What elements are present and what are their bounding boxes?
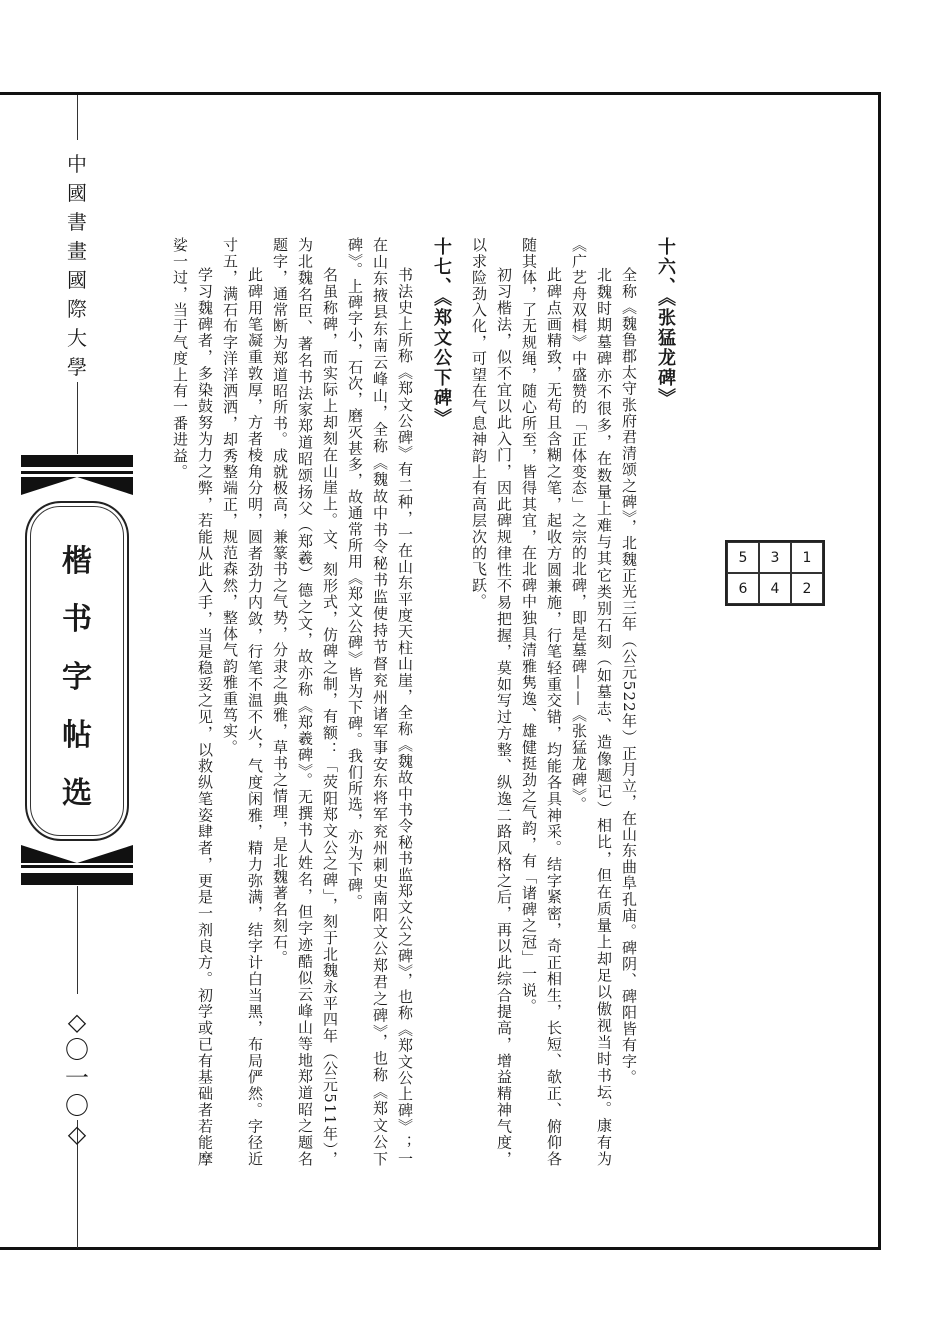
series-title-char: 學: [67, 355, 87, 379]
plate-index-grid: [725, 540, 825, 606]
page-number-char: 〇: [65, 1036, 89, 1064]
page-number: [62, 1008, 92, 1148]
section-16-title: 十六、《张猛龙碑》: [655, 237, 676, 408]
page-number-char: ◇: [67, 1120, 87, 1148]
divider-line: [77, 886, 78, 994]
page-number-char: 一: [65, 1064, 89, 1092]
article-body: [160, 237, 690, 1167]
section-16-paragraph: 初习楷法，似不宜以此入门，因此碑规律性不易把握，莫如写过方整、纵逸二路风格之后，再以此综合提高，增益精神气度，以求险劲入化，可望在气息神韵上有高层次的飞跃。: [470, 237, 513, 1167]
spine-top-rule: [21, 471, 133, 474]
series-title: [64, 150, 90, 382]
series-title-char: 畫: [67, 239, 87, 263]
section-17-paragraph: 书法史上所称《郑文公碑》有二种，一在山东平度天柱山崖，全称《魏故中书令秘书监郑文公之碑》，也称《郑文公上碑》；一在山东掖县东南云峰山，全称《魏故中书令秘书监使持节督兖州诸军事安东将军兖州刺史南阳文公郑君之碑》，也称《郑文公下碑》。上碑字小，石次，磨灭甚多，故通常所用《郑文公碑》皆为下碑。我们所选，亦为下碑。: [346, 237, 414, 1167]
plate-index-cell: 5: [727, 542, 759, 573]
spine-bottom-bar: [21, 873, 133, 885]
section-17-paragraph: 学习魏碑者，多染鼓努为力之弊，若能从此入手，当是稳妥之见，以救纵笔姿肆者，更是一剂良方。初学或已有基础者若能摩娑一过，当于气度上有一番进益。: [171, 237, 214, 1167]
spine-title-char: 书: [62, 602, 92, 637]
series-title-char: 際: [67, 297, 87, 321]
spine-title-char: 选: [62, 776, 92, 811]
spine-title-char: 楷: [62, 544, 92, 579]
spine-title: [57, 533, 97, 823]
spine-top-arrow: [77, 477, 133, 495]
page-number-char: ◇: [67, 1008, 87, 1036]
series-title-char: 國: [67, 181, 87, 205]
spine-title-char: 帖: [62, 718, 92, 753]
plate-index-cell: 6: [727, 573, 759, 604]
spine-title-char: 字: [62, 660, 92, 695]
page-number-char: 〇: [65, 1092, 89, 1120]
section-17-paragraph: 此碑用笔凝重敦厚，方者棱角分明，圆者劲力内敛，行笔不温不火，气度闲雅，精力弥满，结字计白当黑，布局俨然。字径近寸五，满石布字洋洋洒洒，却秀整端正，规范森然，整体气韵雅重笃实。: [221, 237, 264, 1167]
divider-line: [77, 95, 78, 140]
section-16-paragraph: 全称《魏鲁郡太守张府君清颂之碑》，北魏正光三年（公元522年）正月立，在山东曲阜孔庙。碑阴、碑阳皆有字。: [620, 267, 638, 1086]
section-17-paragraph: 名虽称碑，而实际上却刻在山崖上。文、刻形式，仿碑之制，有额：「荧阳郑文公之碑」，刻于北魏永平四年（公元511年），为北魏名臣、著名书法家郑道昭颂扬父（郑羲）德之文，故亦称《郑羲碑》。无撰书人姓名，但字迹酷似云峰山等地郑道昭之题名题字，通常断为郑道昭所书。成就极高，兼篆书之气势，分隶之典雅，草书之情理，是北魏著名刻石。: [271, 237, 339, 1167]
divider-line: [77, 382, 78, 454]
spine-label: [21, 455, 133, 885]
section-17-title: 十七、《郑文公下碑》: [431, 237, 452, 428]
section-16-paragraph: 北魏时期墓碑亦不很多，在数量上难与其它类别石刻（如墓志、造像题记）相比，但在质量上却足以傲视当时书坛。康有为《广艺舟双楫》中盛赞的「正体变态」之宗的北碑，即是墓碑——《张猛龙碑》。: [570, 237, 613, 1167]
spine-bottom-arrow: [77, 845, 133, 863]
spine-bottom-rule: [21, 865, 133, 868]
spine-top-arrow: [21, 477, 77, 495]
section-16-paragraph: 此碑点画精致，无苟且含糊之笔，起收方圆兼施，行笔轻重交错，均能各具神采。结字紧密，奇正相生，长短、欹正、俯仰各随其体，了无规绳，随心所至，皆得其宜，在北碑中独具清雅隽逸、雄健挺劲之气韵，有「诸碑之冠」一说。: [520, 237, 563, 1167]
series-title-char: 中: [67, 152, 87, 176]
spine-bottom-arrow: [21, 845, 77, 863]
series-title-char: 大: [67, 326, 87, 350]
plate-index-cell: 1: [791, 542, 823, 573]
series-title-char: 國: [67, 268, 87, 292]
plate-index-cell: 2: [791, 573, 823, 604]
plate-index-cell: 4: [759, 573, 791, 604]
spine-top-bar: [21, 455, 133, 467]
plate-index-cell: 3: [759, 542, 791, 573]
series-title-char: 書: [67, 210, 87, 234]
